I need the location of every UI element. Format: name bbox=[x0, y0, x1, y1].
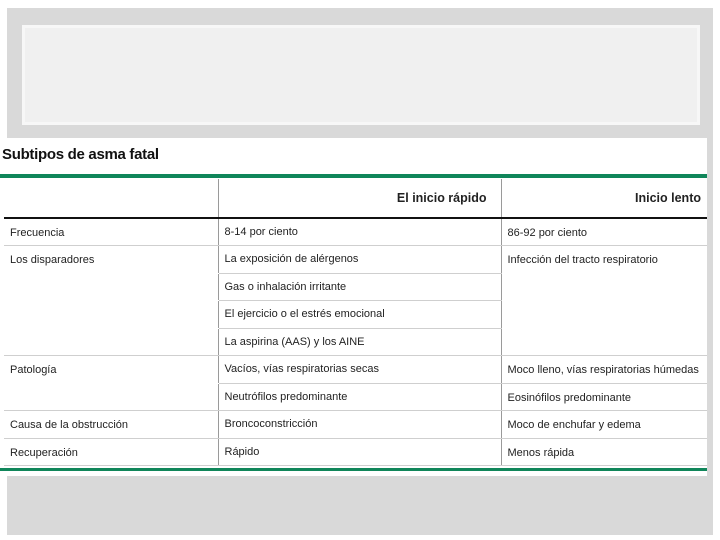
cell-rapid: Broncoconstricción bbox=[218, 411, 501, 439]
cell-slow: Eosinófilos predominante bbox=[501, 383, 707, 411]
cell-slow: Infección del tracto respiratorio bbox=[501, 246, 707, 274]
row-label-recuperacion: Recuperación bbox=[4, 438, 218, 466]
cell-slow: 86-92 por ciento bbox=[501, 218, 707, 246]
table-row bbox=[4, 273, 707, 301]
row-label-empty bbox=[4, 273, 218, 301]
table-bottom-rule bbox=[0, 468, 707, 471]
row-label-empty bbox=[4, 383, 218, 411]
cell-slow-empty bbox=[501, 301, 707, 329]
header-empty bbox=[4, 179, 218, 218]
table-title: Subtipos de asma fatal bbox=[2, 146, 159, 163]
table-top-rule bbox=[0, 174, 707, 178]
header-rapid-onset: El inicio rápido bbox=[218, 179, 501, 218]
cell-rapid: La aspirina (AAS) y los AINE bbox=[218, 328, 501, 356]
cell-slow-empty bbox=[501, 273, 707, 301]
cell-rapid: Vacíos, vías respiratorias secas bbox=[218, 356, 501, 384]
table-row bbox=[4, 438, 707, 466]
cell-slow-empty bbox=[501, 328, 707, 356]
table-row bbox=[4, 328, 707, 356]
slide-footer-area bbox=[7, 476, 713, 535]
cell-slow: Moco de enchufar y edema bbox=[501, 411, 707, 439]
row-label-empty bbox=[4, 301, 218, 329]
cell-slow: Moco lleno, vías respiratorias húmedas bbox=[501, 356, 707, 384]
cell-rapid: 8-14 por ciento bbox=[218, 218, 501, 246]
table-row bbox=[4, 356, 707, 384]
fatal-asthma-table bbox=[4, 179, 707, 466]
row-label-disparadores: Los disparadores bbox=[4, 246, 218, 274]
cell-rapid: Neutrófilos predominante bbox=[218, 383, 501, 411]
table-row bbox=[4, 383, 707, 411]
table-row bbox=[4, 301, 707, 329]
header-slow-onset: Inicio lento bbox=[501, 179, 707, 218]
table-row bbox=[4, 411, 707, 439]
cell-rapid: La exposición de alérgenos bbox=[218, 246, 501, 274]
row-label-frecuencia: Frecuencia bbox=[4, 218, 218, 246]
row-label-obstruccion: Causa de la obstrucción bbox=[4, 411, 218, 439]
table-header-row bbox=[4, 179, 707, 218]
slide-title-placeholder bbox=[22, 25, 700, 125]
table-row bbox=[4, 246, 707, 274]
cell-slow: Menos rápida bbox=[501, 438, 707, 466]
cell-rapid: El ejercicio o el estrés emocional bbox=[218, 301, 501, 329]
table-row bbox=[4, 218, 707, 246]
cell-rapid: Rápido bbox=[218, 438, 501, 466]
table-panel bbox=[0, 138, 707, 476]
cell-rapid: Gas o inhalación irritante bbox=[218, 273, 501, 301]
row-label-empty bbox=[4, 328, 218, 356]
row-label-patologia: Patología bbox=[4, 356, 218, 384]
